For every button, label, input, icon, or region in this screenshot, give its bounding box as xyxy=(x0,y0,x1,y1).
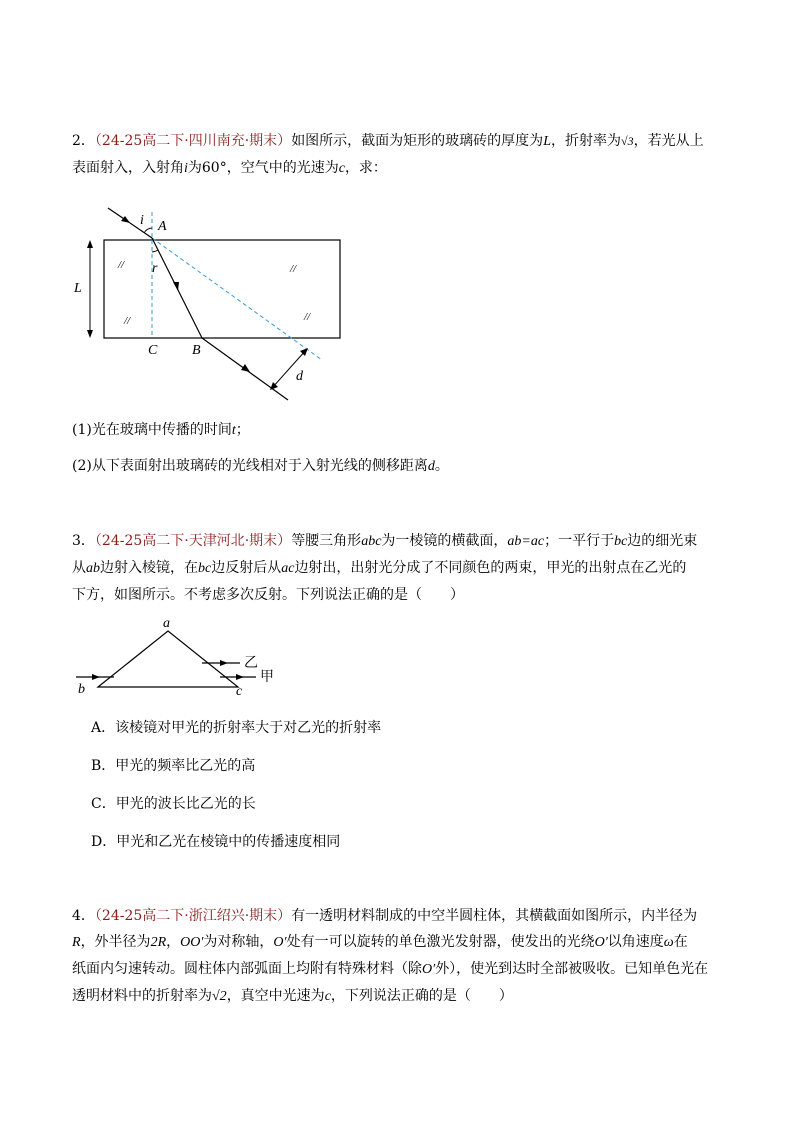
option-a[interactable]: A．该棱镜对甲光的折射率大于对乙光的折射率 xyxy=(91,720,382,736)
variable-t: t xyxy=(231,423,236,438)
question-number: 2． xyxy=(72,133,95,149)
label-C: C xyxy=(148,343,158,358)
variable-OO-prime: OO′ xyxy=(180,935,204,950)
ray-arrow xyxy=(241,364,250,372)
punctuation: ； xyxy=(235,422,250,438)
glass-hatch-mark: // xyxy=(124,315,131,327)
stem-text: 边的细光束 xyxy=(627,533,698,549)
variable-R: R xyxy=(72,935,81,950)
ray-arrow xyxy=(236,674,244,680)
variable-ac: ac xyxy=(281,561,295,576)
angle-arc-r xyxy=(152,250,158,252)
label-B: B xyxy=(192,343,201,358)
variable-O-prime: O′ xyxy=(594,935,608,950)
glass-hatch-mark: // xyxy=(290,263,297,275)
stem-text: 为60°，空气中的光速为 xyxy=(187,160,339,176)
question-source: （24-25高二下·浙江绍兴·期末） xyxy=(94,908,292,924)
label-c: c xyxy=(236,684,243,695)
question-2-part-2 xyxy=(72,455,722,478)
question-4-stem xyxy=(72,903,722,1010)
label-A: A xyxy=(158,219,167,234)
label-d: d xyxy=(296,369,303,384)
ray-arrow xyxy=(121,216,130,223)
ray-arrow xyxy=(173,282,179,291)
variable-bc: bc xyxy=(614,534,628,549)
label-r: r xyxy=(152,261,158,276)
variable-abc: abc xyxy=(361,534,382,549)
stem-text: 纸面内匀速转动。圆柱体内部弧面上均附有特殊材料（除 xyxy=(72,961,422,977)
option-b[interactable]: B．甲光的频率比乙光的高 xyxy=(91,758,256,774)
variable-L: L xyxy=(543,134,551,149)
prism-triangle xyxy=(98,631,238,687)
label-jia: 甲 xyxy=(260,669,274,685)
sub-question-text: (1)光在玻璃中传播的时间 xyxy=(72,422,232,438)
variable-c: c xyxy=(338,161,345,176)
ray-arrow xyxy=(92,674,100,680)
stem-text: 处有一可以旋转的单色激光发射器，使发出的光绕 xyxy=(286,934,595,950)
question-source: （24-25高二下·四川南充·期末） xyxy=(94,133,292,149)
glass-slab-figure xyxy=(60,200,350,410)
question-number: 4． xyxy=(72,908,95,924)
stem-text: ， xyxy=(166,934,181,950)
question-3-stem xyxy=(72,528,722,608)
glass-slab-rect xyxy=(104,240,340,338)
label-yi: 乙 xyxy=(244,655,258,671)
question-2-stem xyxy=(72,128,722,182)
stem-text: 为一棱镜的横截面， xyxy=(381,533,508,549)
variable-ab-ac: ab=ac xyxy=(507,534,545,549)
prism-figure xyxy=(70,615,280,695)
label-b: b xyxy=(78,682,85,695)
stem-text: 有一透明材料制成的中空半圆柱体，其横截面如图所示，内半径为 xyxy=(291,908,698,924)
label-i: i xyxy=(140,213,144,228)
stem-text: 等腰三角形 xyxy=(291,533,362,549)
question-source: （24-25高二下·天津河北·期末） xyxy=(94,533,292,549)
variable-2R: 2R xyxy=(150,935,167,950)
stem-text: 如图所示，截面为矩形的玻璃砖的厚度为 xyxy=(291,133,544,149)
label-a: a xyxy=(163,616,170,631)
sqrt2-formula: √2 xyxy=(212,989,227,1004)
stem-text: 表面射入，入射角 xyxy=(72,160,184,176)
stem-text: ，下列说法正确的是（ ） xyxy=(330,988,513,1004)
angle-arc-i xyxy=(144,228,152,233)
stem-text: 边射出，出射光分成了不同颜色的两束，甲光的出射点在乙光的 xyxy=(294,560,687,576)
glass-hatch-mark: // xyxy=(118,259,125,271)
arrowhead xyxy=(87,240,93,248)
stem-text: ，若光从上 xyxy=(633,133,704,149)
stem-text: 在 xyxy=(673,934,688,950)
stem-text: ，折射率为 xyxy=(550,133,621,149)
stem-text: 外），使光到达时全部被吸收。已知单色光在 xyxy=(435,961,709,977)
variable-O-prime: O′ xyxy=(422,962,436,977)
variable-O-prime: O′ xyxy=(273,935,287,950)
stem-text: 从 xyxy=(72,560,86,576)
stem-text: 以角速度 xyxy=(607,934,664,950)
option-d[interactable]: D．甲光和乙光在棱镜中的传播速度相同 xyxy=(91,834,341,850)
label-L: L xyxy=(74,281,82,296)
variable-omega: ω xyxy=(663,935,674,950)
variable-ab: ab xyxy=(86,561,100,576)
stem-text: 边反射后从 xyxy=(211,560,282,576)
stem-text: ；一平行于 xyxy=(544,533,615,549)
question-number: 3． xyxy=(72,533,95,549)
stem-text: 透明材料中的折射率为 xyxy=(72,988,212,1004)
stem-text: ，真空中光速为 xyxy=(226,988,325,1004)
variable-d: d xyxy=(427,459,435,474)
stem-text: 为对称轴， xyxy=(203,934,274,950)
variable-c: c xyxy=(324,989,331,1004)
punctuation: 。 xyxy=(434,458,449,474)
sqrt3-formula: √3 xyxy=(620,134,634,148)
arrowhead xyxy=(87,330,93,338)
glass-hatch-mark: // xyxy=(304,311,311,323)
ray-arrow xyxy=(220,660,228,666)
question-2-part-1 xyxy=(72,419,722,442)
stem-text: ，求： xyxy=(344,160,387,176)
stem-text: 边射入棱镜，在 xyxy=(100,560,198,576)
option-c[interactable]: C．甲光的波长比乙光的长 xyxy=(91,796,256,812)
sub-question-text: (2)从下表面射出玻璃砖的光线相对于入射光线的侧移距离 xyxy=(72,458,428,474)
stem-text: ，外半径为 xyxy=(80,934,151,950)
stem-text: 下方，如图所示。不考虑多次反射。下列说法正确的是（ ） xyxy=(72,587,464,603)
variable-i: i xyxy=(184,161,188,176)
variable-bc: bc xyxy=(198,561,212,576)
incident-extension-dashed xyxy=(152,238,322,360)
